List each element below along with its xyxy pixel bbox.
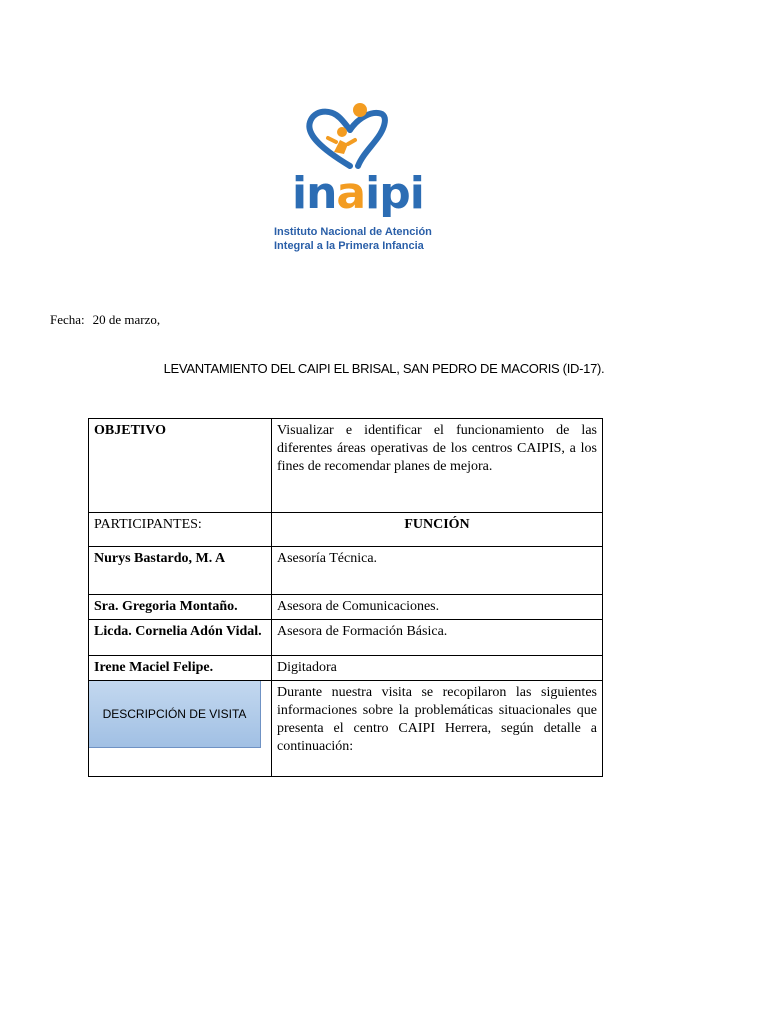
descripcion-cell bbox=[89, 681, 272, 777]
participant-role: Digitadora bbox=[272, 656, 603, 681]
table-row bbox=[89, 419, 603, 513]
participant-name: Irene Maciel Felipe. bbox=[89, 656, 272, 681]
logo-subtitle-line2: Integral a la Primera Infancia bbox=[274, 240, 424, 252]
participant-name: Sra. Gregoria Montaño. bbox=[89, 595, 272, 620]
visit-table bbox=[88, 418, 603, 777]
participant-role: Asesora de Formación Básica. bbox=[272, 620, 603, 656]
logo-wordmark: inaipi bbox=[292, 168, 424, 219]
descripcion-text: Durante nuestra visita se recopilaron las siguientes informaciones sobre la problemáticas situacionales que presenta el centro CAIPI Herrera, según detalle a continuación: bbox=[272, 681, 603, 777]
logo-subtitle-line1: Instituto Nacional de Atención bbox=[274, 226, 432, 238]
table-row bbox=[89, 595, 603, 620]
objetivo-text: Visualizar e identificar el funcionamiento de las diferentes áreas operativas de los centros CAIPIS, a los fines de recomendar planes de mejora. bbox=[272, 419, 603, 513]
participant-role: Asesora de Comunicaciones. bbox=[272, 595, 603, 620]
date-line bbox=[50, 312, 160, 328]
table-row bbox=[89, 547, 603, 595]
date-label: Fecha: bbox=[50, 312, 85, 327]
participant-name: Licda. Cornelia Adón Vidal. bbox=[89, 620, 272, 656]
table-row bbox=[89, 656, 603, 681]
heart-child-logo-icon bbox=[300, 100, 400, 172]
participantes-label: PARTICIPANTES: bbox=[89, 513, 272, 547]
document-title: LEVANTAMIENTO DEL CAIPI EL BRISAL, SAN PEDRO DE MACORIS (ID-17). bbox=[163, 361, 605, 376]
table-row bbox=[89, 681, 603, 777]
table-row bbox=[89, 620, 603, 656]
descripcion-label: DESCRIPCIÓN DE VISITA bbox=[88, 680, 261, 748]
date-value: 20 de marzo, bbox=[92, 312, 161, 327]
inaipi-logo bbox=[260, 100, 520, 260]
participant-role: Asesoría Técnica. bbox=[272, 547, 603, 595]
funcion-label: FUNCIÓN bbox=[272, 513, 603, 547]
participant-name: Nurys Bastardo, M. A bbox=[89, 547, 272, 595]
objetivo-label: OBJETIVO bbox=[89, 419, 272, 513]
table-row bbox=[89, 513, 603, 547]
